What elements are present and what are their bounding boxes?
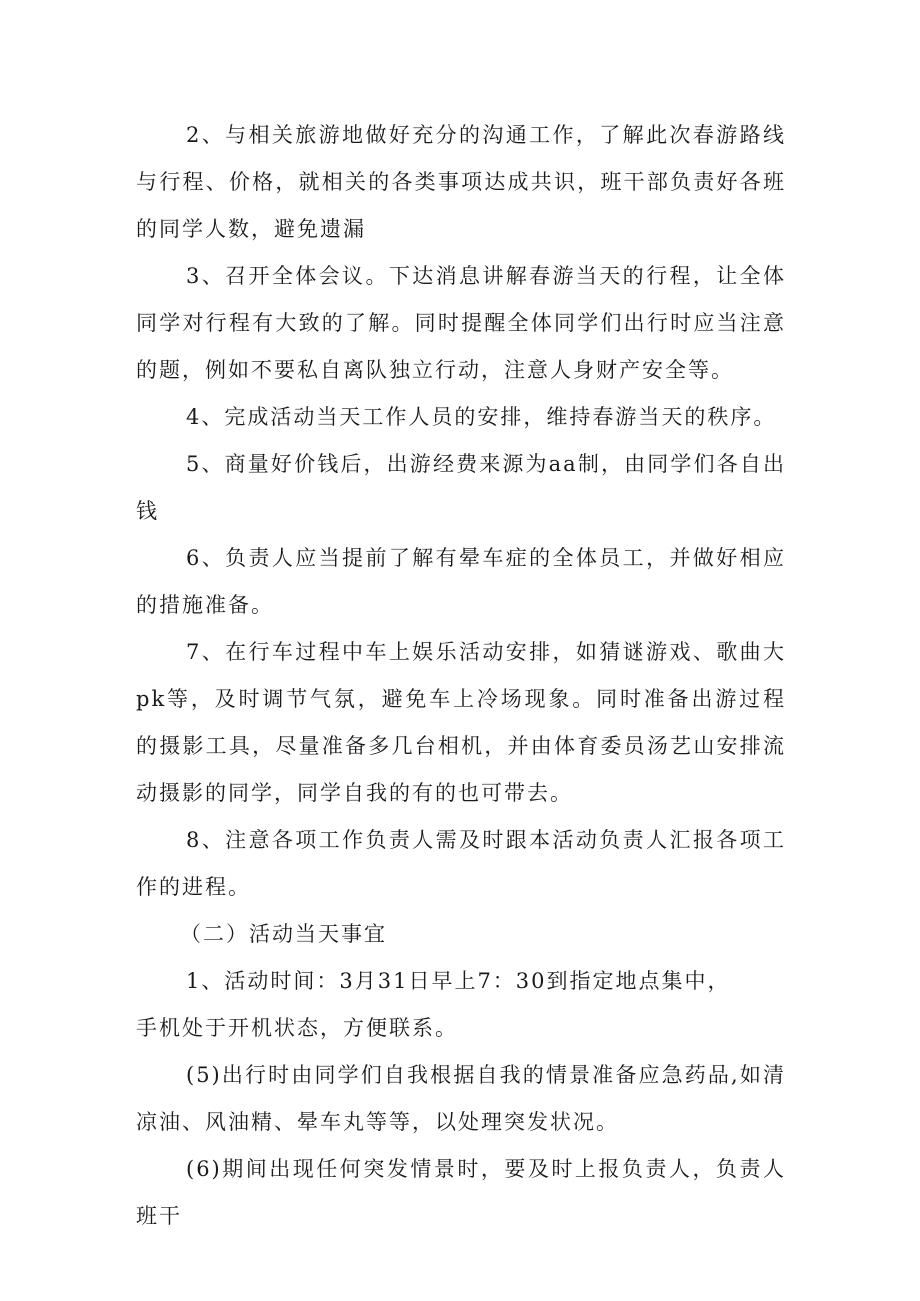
document-body: [136, 112, 786, 1240]
paragraph-item-2: 2、与相关旅游地做好充分的沟通工作，了解此次春游路线与行程、价格，就相关的各类事项达成共识，班干部负责好各班的同学人数，避免遗漏: [136, 123, 786, 241]
paragraph-item-5: 5、商量好价钱后，出游经费来源为aa制，由同学们各自出钱: [136, 452, 786, 523]
paragraph-item-6: 6、负责人应当提前了解有晕车症的全体员工，并做好相应的措施准备。: [136, 546, 786, 617]
paragraph-item-4: 4、完成活动当天工作人员的安排，维持春游当天的秩序。: [186, 405, 777, 429]
paragraph-item-3: 3、召开全体会议。下达消息讲解春游当天的行程，让全体同学对行程有大致的了解。同时提醒全体同学们出行时应当注意的题，例如不要私自离队独立行动，注意人身财产安全等。: [136, 264, 786, 382]
paragraph-item-paren-5: (5)出行时由同学们自我根据自我的情景准备应急药品,如清凉油、风油精、晕车丸等等，以处理突发状况。: [136, 1063, 786, 1134]
paragraph-item-8: 8、注意各项工作负责人需及时跟本活动负责人汇报各项工作的进程。: [136, 828, 786, 899]
paragraph-item-paren-6: (6)期间出现任何突发情景时，要及时上报负责人，负责人班干: [136, 1157, 786, 1228]
paragraph-item-7: 7、在行车过程中车上娱乐活动安排，如猜谜游戏、歌曲大pk等，及时调节气氛，避免车上冷场现象。同时准备出游过程的摄影工具，尽量准备多几台相机，并由体育委员汤艺山安排流动摄影的同学，同学自我的有的也可带去。: [136, 640, 786, 805]
paragraph-phone-note: 手机处于开机状态，方便联系。: [136, 1016, 458, 1040]
paragraph-activity-time: 1、活动时间：3月31日早上7：30到指定地点集中，: [186, 969, 731, 993]
section-heading: （二）活动当天事宜: [180, 922, 387, 946]
